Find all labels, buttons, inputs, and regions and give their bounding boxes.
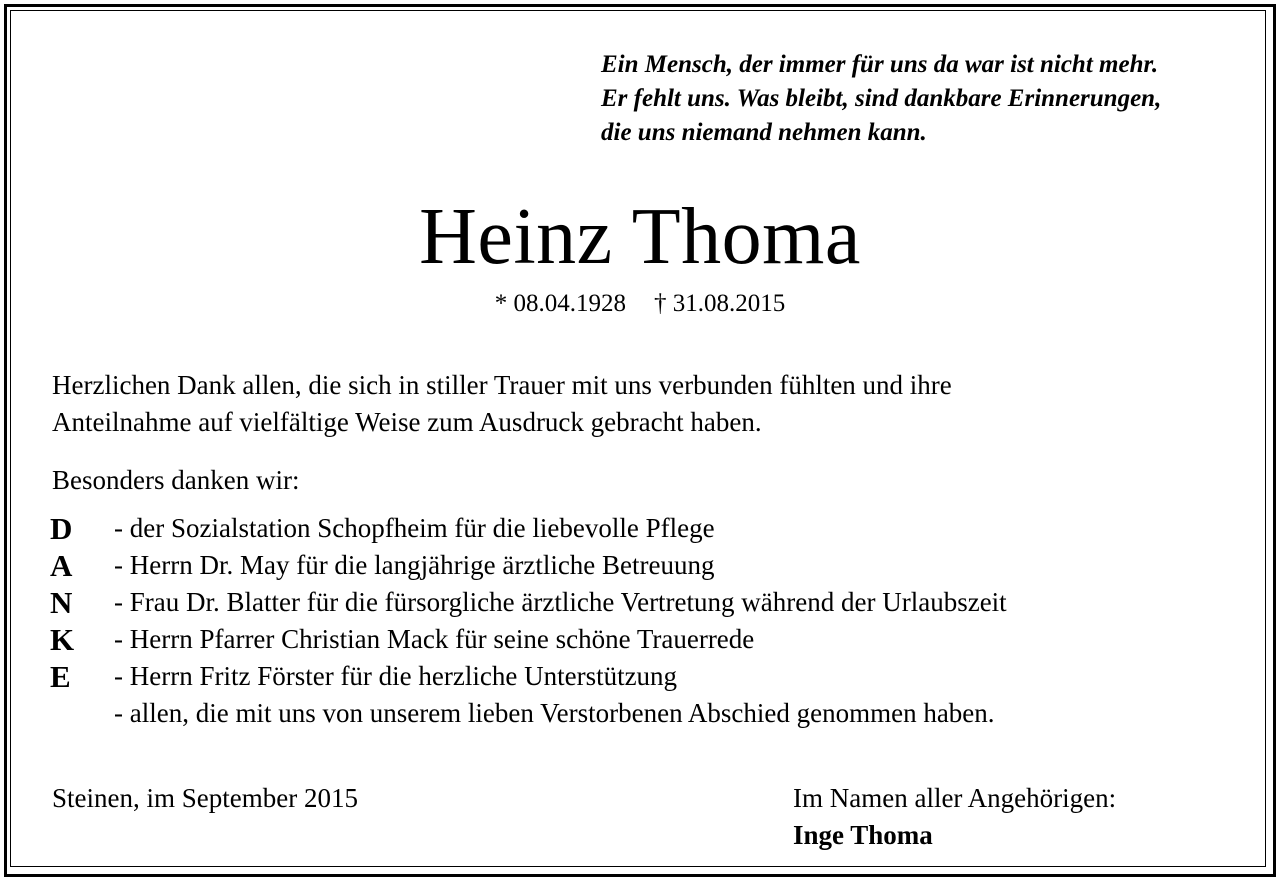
danke-letter: D bbox=[50, 511, 73, 546]
quote-line: die uns niemand nehmen kann. bbox=[601, 119, 927, 146]
on-behalf-text: Im Namen aller Angehörigen: bbox=[793, 783, 1117, 813]
special-thanks-heading: Besonders danken wir: bbox=[52, 465, 300, 495]
life-dates bbox=[0, 288, 1280, 320]
list-item: - allen, die mit uns von unserem lieben Verstorbenen Abschied genommen haben. bbox=[114, 698, 995, 728]
quote-line: Ein Mensch, der immer für uns da war ist nicht mehr. bbox=[601, 51, 1159, 78]
list-item: - Herrn Dr. May für die langjährige ärztliche Betreuung bbox=[114, 550, 715, 580]
signature-block bbox=[793, 780, 1116, 854]
danke-letter: K bbox=[50, 622, 75, 657]
danke-letter: A bbox=[50, 548, 73, 583]
list-item: - Herrn Pfarrer Christian Mack für seine schöne Trauerrede bbox=[114, 624, 755, 654]
danke-letter: E bbox=[50, 659, 71, 694]
thanks-line: Herzlichen Dank allen, die sich in stiller Trauer mit uns verbunden fühlten und ihre bbox=[52, 370, 952, 400]
birth-date: * 08.04.1928 bbox=[494, 290, 626, 317]
thanks-line: Anteilnahme auf vielfältige Weise zum Ausdruck gebracht haben. bbox=[52, 407, 762, 437]
list-item: - Herrn Fritz Förster für die herzliche Unterstützung bbox=[114, 661, 678, 691]
quote-line: Er fehlt uns. Was bleibt, sind dankbare Erinnerungen, bbox=[601, 85, 1162, 112]
deceased-name: Heinz Thoma bbox=[419, 193, 861, 281]
thanks-list bbox=[114, 510, 1007, 732]
danke-acrostic bbox=[50, 510, 86, 695]
danke-letter: N bbox=[50, 585, 73, 620]
list-item: - der Sozialstation Schopfheim für die liebevolle Pflege bbox=[114, 513, 715, 543]
list-item: - Frau Dr. Blatter für die fürsorgliche ärztliche Vertretung während der Urlaubszeit bbox=[114, 587, 1007, 617]
place-date: Steinen, im September 2015 bbox=[52, 783, 358, 813]
thanks-paragraph bbox=[52, 367, 952, 441]
signer-name: Inge Thoma bbox=[793, 820, 933, 850]
memorial-quote bbox=[601, 48, 1161, 150]
death-date: † 31.08.2015 bbox=[654, 290, 786, 317]
